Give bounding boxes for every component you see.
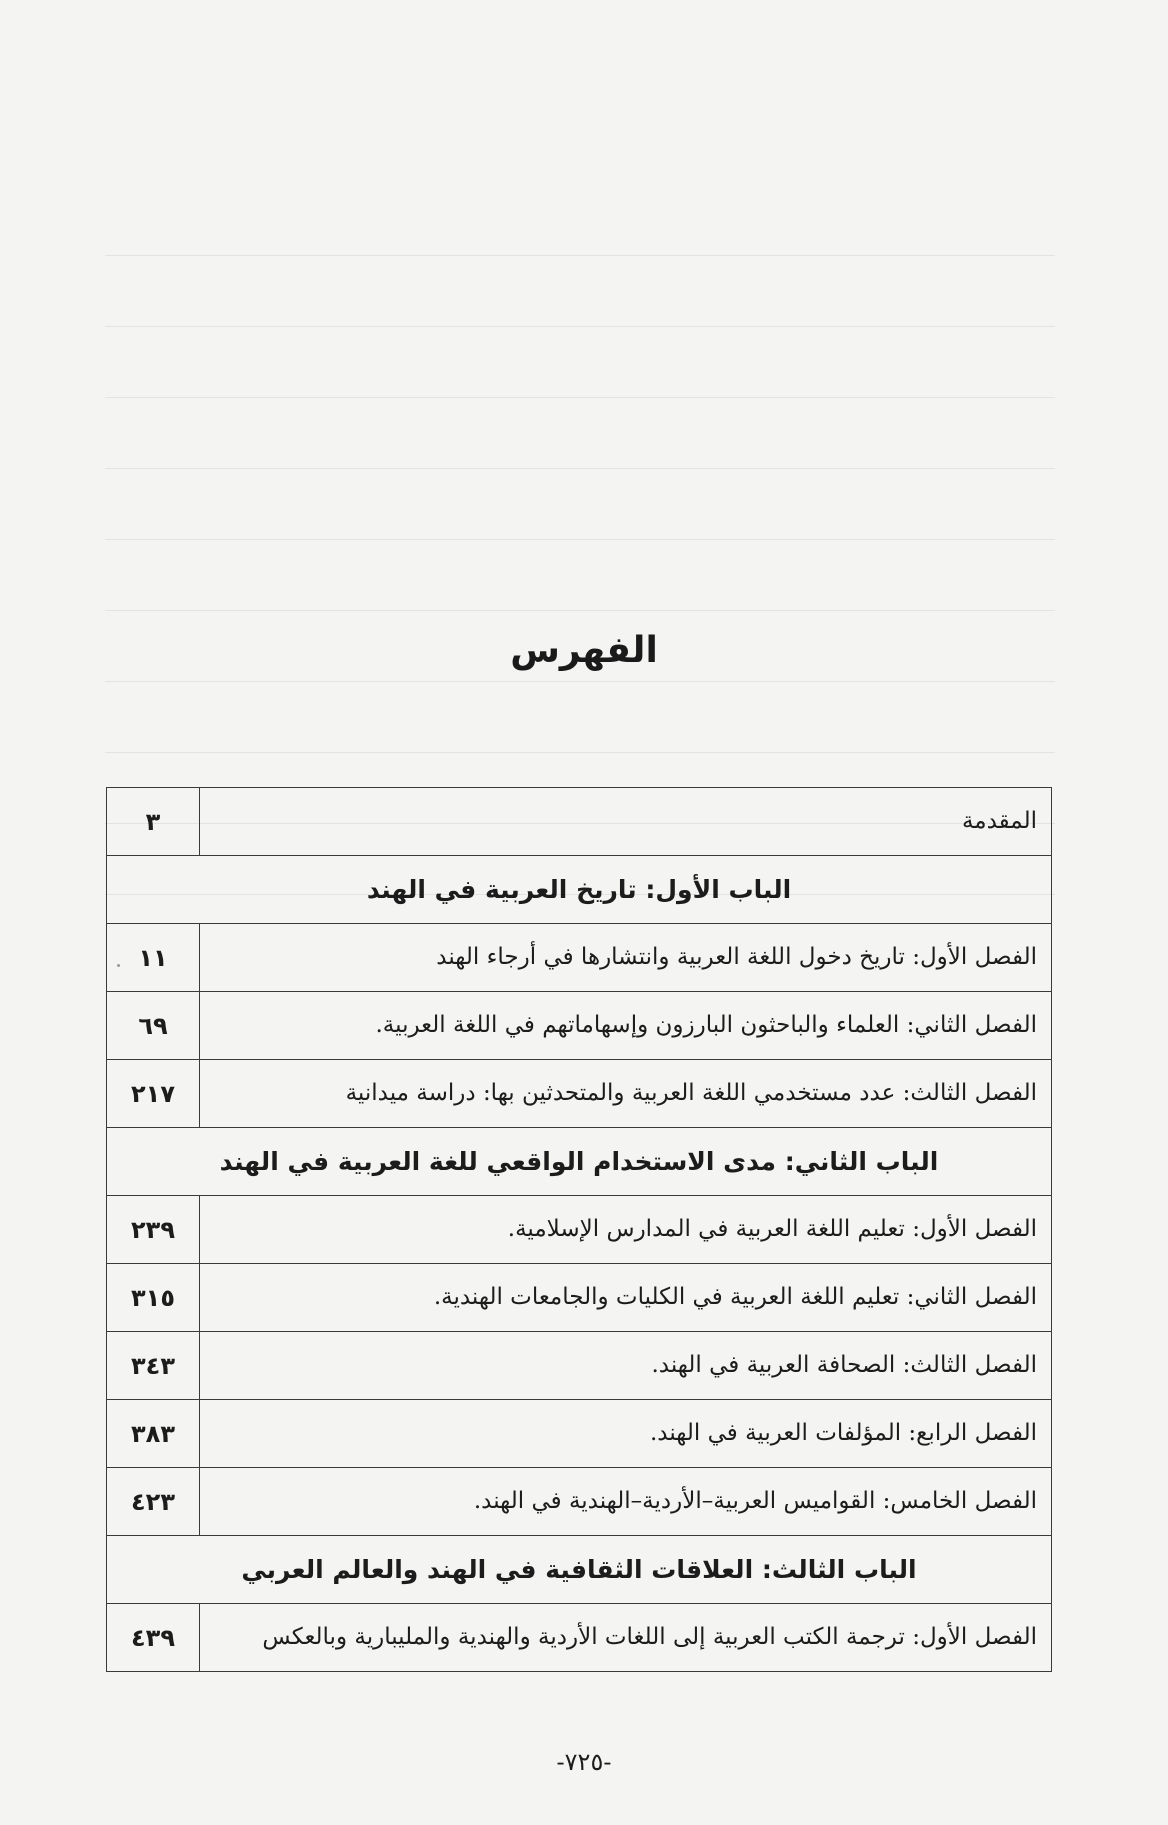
entry-page-number: ٤٢٣ xyxy=(107,1468,200,1536)
entry-page-number: ٢١٧ xyxy=(107,1060,200,1128)
toc-part-heading xyxy=(107,1128,1052,1196)
part-title: الباب الأول: تاريخ العربية في الهند xyxy=(107,856,1052,924)
part-title: الباب الثاني: مدى الاستخدام الواقعي للغة العربية في الهند xyxy=(107,1128,1052,1196)
entry-page-number: ٣١٥ xyxy=(107,1264,200,1332)
toc-entry xyxy=(107,1196,1052,1264)
toc-entry xyxy=(107,1400,1052,1468)
entry-title: الفصل الرابع: المؤلفات العربية في الهند. xyxy=(200,1400,1052,1468)
entry-page-number: ٣٤٣ xyxy=(107,1332,200,1400)
entry-title: المقدمة xyxy=(200,788,1052,856)
entry-page-number: ٣٨٣ xyxy=(107,1400,200,1468)
page-title: الفهرس xyxy=(510,630,658,671)
toc-entry xyxy=(107,1468,1052,1536)
entry-page-number: ٢٣٩ xyxy=(107,1196,200,1264)
toc-part-heading xyxy=(107,1536,1052,1604)
entry-title: الفصل الثاني: تعليم اللغة العربية في الكليات والجامعات الهندية. xyxy=(200,1264,1052,1332)
entry-title: الفصل الخامس: القواميس العربية–الأردية–الهندية في الهند. xyxy=(200,1468,1052,1536)
table-of-contents xyxy=(106,787,1052,1672)
page-number: -٧٢٥- xyxy=(556,1748,612,1776)
part-title: الباب الثالث: العلاقات الثقافية في الهند والعالم العربي xyxy=(107,1536,1052,1604)
entry-title: الفصل الثاني: العلماء والباحثون البارزون وإسهاماتهم في اللغة العربية. xyxy=(200,992,1052,1060)
toc-entry xyxy=(107,1264,1052,1332)
toc-entry xyxy=(107,1604,1052,1672)
entry-page-number: ٦٩ xyxy=(107,992,200,1060)
toc-entry xyxy=(107,992,1052,1060)
entry-page-number: ٣ xyxy=(107,788,200,856)
entry-page-number: ٤٣٩ xyxy=(107,1604,200,1672)
toc-entry xyxy=(107,924,1052,992)
entry-title: الفصل الأول: تعليم اللغة العربية في المدارس الإسلامية. xyxy=(200,1196,1052,1264)
entry-page-number: ١١ xyxy=(107,924,200,992)
entry-title: الفصل الأول: ترجمة الكتب العربية إلى اللغات الأردية والهندية والمليبارية وبالعكس xyxy=(200,1604,1052,1672)
entry-title: الفصل الثالث: الصحافة العربية في الهند. xyxy=(200,1332,1052,1400)
entry-title: الفصل الثالث: عدد مستخدمي اللغة العربية والمتحدثين بها: دراسة ميدانية xyxy=(200,1060,1052,1128)
ink-speck xyxy=(117,964,120,967)
toc-entry xyxy=(107,1332,1052,1400)
toc-part-heading xyxy=(107,856,1052,924)
toc-entry xyxy=(107,1060,1052,1128)
entry-title: الفصل الأول: تاريخ دخول اللغة العربية وانتشارها في أرجاء الهند xyxy=(200,924,1052,992)
toc-entry xyxy=(107,788,1052,856)
